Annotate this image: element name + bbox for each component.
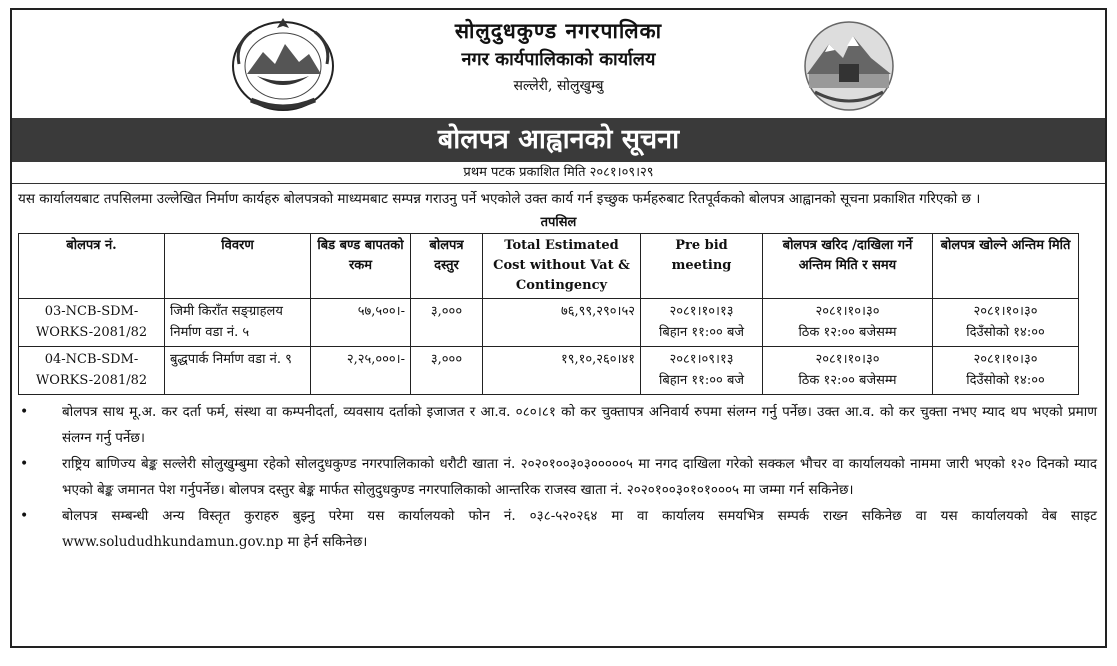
bullet-icon: • (20, 404, 29, 420)
col-header-fee: बोलपत्र दस्तुर (411, 234, 483, 299)
pre-bid-time: बिहान ११:०० बजे (658, 373, 745, 388)
list-item (18, 399, 1097, 451)
opening-date-cell (933, 347, 1079, 395)
col-header-cost: Total Estimated Cost without Vat & Contingency (483, 234, 641, 299)
cost-cell: ७६,९९,२९०।५२ (483, 299, 641, 347)
note-text: बोलपत्र साथ मू.अ. कर दर्ता फर्म, संस्था वा कम्पनीदर्ता, व्यवसाय दर्ताको इजाजत र आ.व. ०८०।८१ को कर चुक्तापत्र अनिवार्य रुपमा संलग्न गर्नु पर्नेछ। उक्त आ.व. को कर चुक्ता नभए म्याद थप भएको प्रमाण संलग्न गर्नु पर्नेछ। (62, 404, 1097, 446)
bid-bond-cell: २,२५,०००।- (311, 347, 411, 395)
bid-details-table (18, 233, 1079, 395)
list-item (18, 503, 1097, 555)
cost-cell: १९,१०,२६०।४१ (483, 347, 641, 395)
pre-bid-time: बिहान ११:०० बजे (658, 325, 745, 340)
bullet-icon: • (20, 456, 29, 472)
pre-bid-date: २०८१।१०।१३ (669, 304, 734, 319)
pre-bid-cell (641, 347, 763, 395)
notice-title-banner: बोलपत्र आह्वानको सूचना (12, 118, 1105, 162)
open-date: २०८१।१०।३० (973, 304, 1038, 319)
submit-date: २०८१।१०।३० (815, 304, 880, 319)
notice-header (12, 10, 1105, 118)
col-header-opening-date: बोलपत्र खोल्ने अन्तिम मिति (933, 234, 1079, 299)
open-time: दिउँसोको १४:०० (966, 325, 1045, 340)
table-row (19, 299, 1079, 347)
publish-date: प्रथम पटक प्रकाशित मिति २०८१।०९।२९ (12, 162, 1105, 184)
municipality-logo-icon (795, 18, 903, 114)
table-caption: तपसिल (540, 215, 577, 230)
bullet-icon: • (20, 508, 29, 524)
list-item (18, 451, 1097, 503)
opening-date-cell (933, 299, 1079, 347)
municipality-name: सोलुदुधकुण्ड नगरपालिका (454, 18, 663, 43)
submit-deadline-cell (763, 299, 933, 347)
description-cell: बुद्धपार्क निर्माण वडा नं. ९ (165, 347, 311, 395)
intro-paragraph: यस कार्यालयबाट तपसिलमा उल्लेखित निर्माण कार्यहरु बोलपत्रको माध्यमबाट सम्पन्न गराउनु पर्ने भएकोले उक्त कार्य गर्न इच्छुक फर्महरुबाट रितपूर्वकको बोलपत्र आह्वानको सूचना प्रकाशित गरिएको छ । (18, 191, 981, 207)
bid-no-cell: 04-NCB-SDM-WORKS-2081/82 (19, 347, 165, 395)
submit-time: ठिक १२:०० बजेसम्म (798, 373, 897, 388)
submit-deadline-cell (763, 347, 933, 395)
office-name: नगर कार्यपालिकाको कार्यालय (461, 49, 656, 70)
table-row (19, 347, 1079, 395)
open-date: २०८१।१०।३० (973, 352, 1038, 367)
pre-bid-date: २०८१।०९।१३ (669, 352, 734, 367)
submit-date: २०८१।१०।३० (815, 352, 880, 367)
bid-bond-cell: ५७,५००।- (311, 299, 411, 347)
bid-no-cell: 03-NCB-SDM-WORKS-2081/82 (19, 299, 165, 347)
note-text: बोलपत्र सम्बन्धी अन्य विस्तृत कुराहरु बुझ्नु परेमा यस कार्यालयको फोन नं. ०३८-५२०२६४ मा वा कार्यालय समयभित्र सम्पर्क राख्न सकिनेछ वा यस कार्यालयको वेब साइट www.solududhkundamun.gov.np मा हेर्न सकिनेछ। (62, 508, 1097, 550)
col-header-pre-bid: Pre bid meeting (641, 234, 763, 299)
fee-cell: ३,००० (411, 347, 483, 395)
col-header-bid-no: बोलपत्र नं. (19, 234, 165, 299)
description-cell: जिमी किराँत सङ्ग्राहलय निर्माण वडा नं. ५ (165, 299, 311, 347)
fee-cell: ३,००० (411, 299, 483, 347)
office-address: सल्लेरी, सोलुखुम्बु (513, 78, 604, 94)
open-time: दिउँसोको १४:०० (966, 373, 1045, 388)
submit-time: ठिक १२:०० बजेसम्म (798, 325, 897, 340)
table-header-row (19, 234, 1079, 299)
col-header-submit-deadline: बोलपत्र खरिद /दाखिला गर्ने अन्तिम मिति र समय (763, 234, 933, 299)
col-header-bid-bond: बिड बण्ड बापतको रकम (311, 234, 411, 299)
col-header-description: विवरण (165, 234, 311, 299)
note-text: राष्ट्रिय बाणिज्य बेङ्क सल्लेरी सोलुखुम्बुमा रहेको सोलदुधकुण्ड नगरपालिकाको धरौटी खाता नं. २०२०१००३०३०००००५ मा नगद दाखिला गरेको सक्कल भौचर वा कार्यालयको नाममा जारी भएको १२० दिनको म्याद भएको बेङ्क जमानत पेश गर्नुपर्नेछ। बोलपत्र दस्तुर बेङ्क मार्फत सोलुदुधकुण्ड नगरपालिकाको आन्तरिक राजस्व खाता नं. २०२०१००३०१०१०००५ मा जम्मा गर्न सकिनेछ। (62, 456, 1097, 498)
notes-list (18, 399, 1097, 555)
pre-bid-cell (641, 299, 763, 347)
notice-page (10, 8, 1107, 648)
